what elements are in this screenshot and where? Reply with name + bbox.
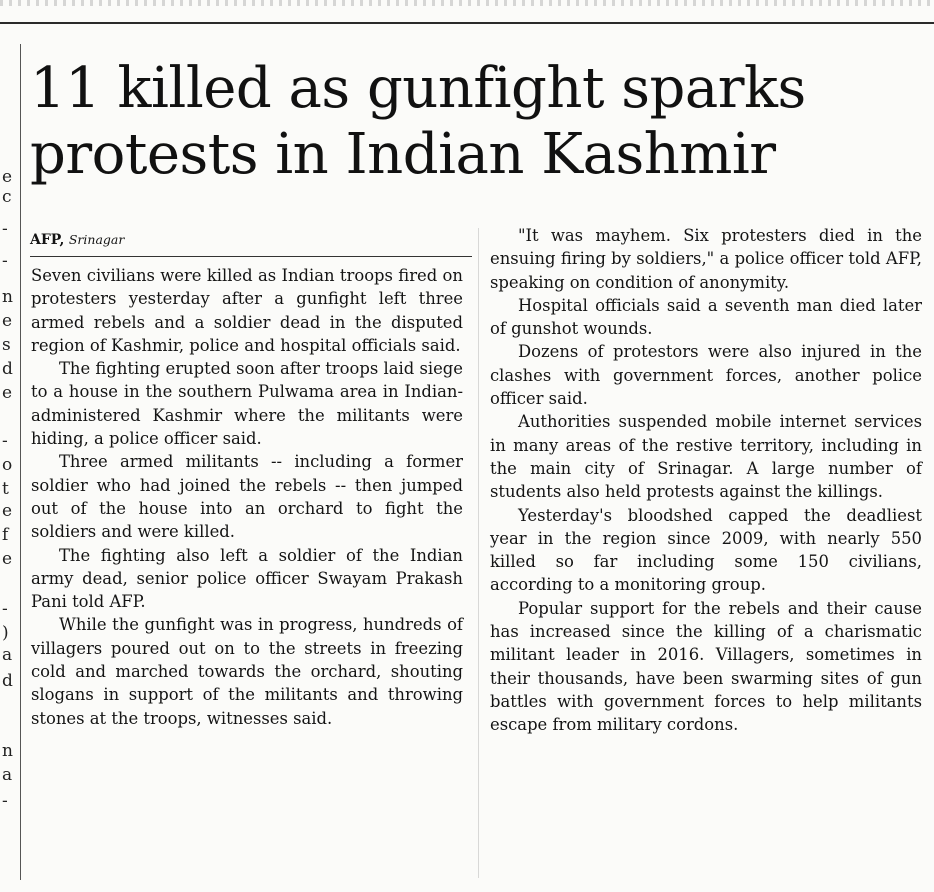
paragraph: Yesterday's bloodshed capped the deadliest year in the region since 2009, with nearly 550 killed so far including some 150 civilians, according to a monitoring group. — [490, 505, 922, 595]
page-top-edge — [0, 0, 934, 6]
headline: 11 killed as gunfight sparks protests in Indian Kashmir — [30, 56, 806, 187]
paragraph: Three armed militants -- including a former soldier who had joined the rebels -- then jumped out of the house into an orchard to fight the soldiers and were killed. — [31, 452, 463, 542]
paragraph: While the gunfight was in progress, hundreds of villagers poured out on to the streets in freezing cold and marched towards the orchard, shouting slogans in support of the militants and throwing stones at the troops, witnesses said. — [31, 615, 463, 728]
adjacent-column-fragment: e c - - n e s d e - o t e f e - ) a d n a - — [2, 167, 13, 811]
paragraph: Authorities suspended mobile internet services in many areas of the restive territory, including in the main city of Srinagar. A large number of students also held protests against the killings. — [490, 412, 922, 502]
paragraph: "It was mayhem. Six protesters died in the ensuing firing by soldiers," a police officer told AFP, speaking on condition of anonymity. — [490, 226, 922, 292]
paragraph: Dozens of protestors were also injured in the clashes with government forces, another police officer said. — [490, 342, 922, 409]
byline-rule — [30, 256, 472, 257]
paragraph: The fighting also left a soldier of the Indian army dead, senior police officer Swayam Prakash Pani told AFP. — [31, 545, 463, 612]
article-column-right — [490, 224, 922, 737]
byline-agency: AFP, — [30, 232, 65, 248]
column-gutter — [478, 228, 479, 878]
byline — [30, 231, 124, 249]
top-rule — [0, 22, 934, 24]
paragraph: Seven civilians were killed as Indian troops fired on protesters yesterday after a gunfight left three armed rebels and a soldier dead in the disputed region of Kashmir, police and hospital officials said. — [31, 266, 463, 355]
paragraph: Hospital officials said a seventh man died later of gunshot wounds. — [490, 295, 922, 339]
article-column-left — [31, 264, 463, 730]
column-divider-left — [20, 44, 21, 880]
paragraph: Popular support for the rebels and their cause has increased since the killing of a charismatic militant leader in 2016. Villagers, sometimes in their thousands, have been swarming sites of gun battles with government forces to help militants escape from military cordons. — [490, 598, 922, 735]
byline-location: Srinagar — [68, 232, 125, 247]
paragraph: The fighting erupted soon after troops laid siege to a house in the southern Pulwama area in Indian-administered Kashmir where the militants were hiding, a police officer said. — [31, 359, 463, 449]
